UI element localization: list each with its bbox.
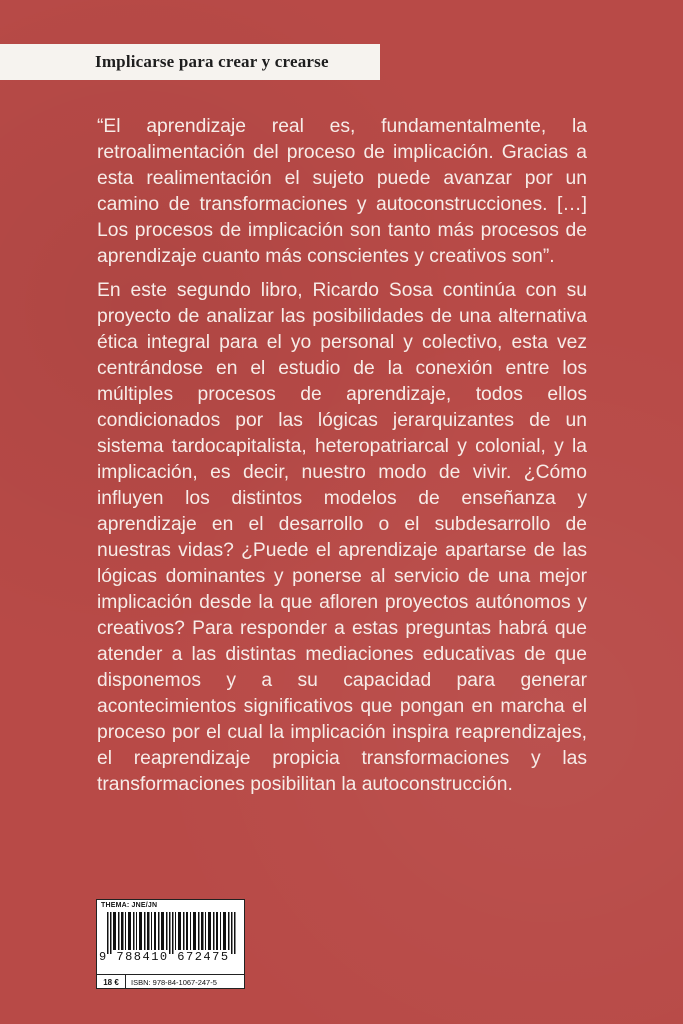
quote-paragraph: “El aprendizaje real es, fundamentalmente, la retroalimentación del proceso de implicación. Gracias a esta realimentación el sujeto puede avanzar por un camino de transformaciones y autoconstrucciones. […] Los procesos de implicación son tanto más procesos de aprendizaje cuanto más conscientes y creativos son”.	[97, 116, 587, 267]
price: 18 €	[97, 975, 126, 989]
barcode-icon	[107, 912, 237, 954]
isbn: ISBN: 978-84-1067-247-5	[131, 977, 217, 987]
price-row	[97, 974, 244, 989]
barcode-label	[96, 899, 245, 989]
barcode-digits: 9 788410 672475	[99, 950, 230, 964]
blurb	[97, 114, 587, 806]
series-title-band	[0, 44, 380, 80]
description-paragraph: En este segundo libro, Ricardo Sosa continúa con su proyecto de analizar las posibilidades de una alternativa ética integral para el yo personal y colectivo, esta vez centrándose en el estudio de la conexión entre los múltiples procesos de aprendizaje, todos ellos condicionados por las lógicas jerarquizantes de un sistema tardocapitalista, heteropatriarcal y colonial, y la implicación, es decir, nuestro modo de vivir. ¿Cómo influyen los distintos modelos de enseñanza y aprendizaje en el desarrollo o el subdesarrollo de nuestras vidas? ¿Puede el aprendizaje apartarse de las lógicas dominantes y ponerse al servicio de una mejor implicación desde la que afloren proyectos autónomos y creativos? Para responder a estas preguntas habrá que atender a las distintas mediaciones educativas de que disponemos y a su capacidad para generar acontecimientos significativos que pongan en marcha el proceso por el cual la implicación inspira reaprendizajes, el reaprendizaje propicia transformaciones y las transformaciones posibilitan la autoconstrucción.	[97, 280, 587, 795]
series-title: Implicarse para crear y crearse	[95, 52, 329, 71]
thema-code: THEMA: JNE/JN	[101, 902, 158, 909]
